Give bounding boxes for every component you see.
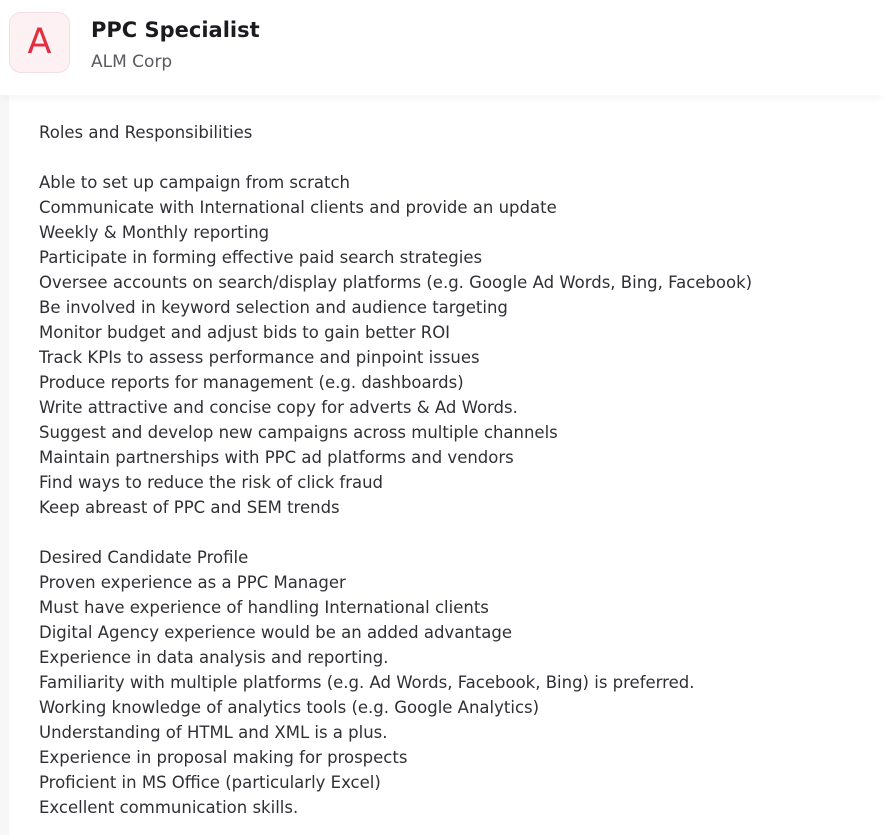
description-line: Monitor budget and adjust bids to gain better ROI [39,323,451,342]
description-line: Understanding of HTML and XML is a plus. [39,723,388,742]
description-line: Oversee accounts on search/display platforms (e.g. Google Ad Words, Bing, Facebook) [39,273,753,292]
description-line: Write attractive and concise copy for adverts & Ad Words. [39,398,518,417]
description-line: Proven experience as a PPC Manager [39,573,346,592]
company-logo [9,12,70,73]
description-line: Able to set up campaign from scratch [39,173,350,192]
description-line: Suggest and develop new campaigns across multiple channels [39,423,558,442]
job-description [39,120,869,820]
description-line: Communicate with International clients and provide an update [39,198,557,217]
description-line: Keep abreast of PPC and SEM trends [39,498,340,517]
job-description-panel [9,95,883,835]
blank-line [39,145,869,170]
description-line: Weekly & Monthly reporting [39,223,270,242]
description-line: Produce reports for management (e.g. dashboards) [39,373,464,392]
blank-line [39,520,869,545]
description-line: Maintain partnerships with PPC ad platforms and vendors [39,448,514,467]
description-line: Digital Agency experience would be an added advantage [39,623,512,642]
description-line: Familiarity with multiple platforms (e.g. Ad Words, Facebook, Bing) is preferred. [39,673,695,692]
description-line: Experience in proposal making for prospects [39,748,408,767]
description-line: Proficient in MS Office (particularly Excel) [39,773,381,792]
company-logo-letter: A [27,22,52,62]
description-line: Working knowledge of analytics tools (e.g. Google Analytics) [39,698,540,717]
description-line: Roles and Responsibilities [39,123,253,142]
description-line: Participate in forming effective paid search strategies [39,248,483,267]
job-header [0,0,883,95]
job-title: PPC Specialist [91,18,260,42]
description-line: Be involved in keyword selection and audience targeting [39,298,508,317]
company-name: ALM Corp [91,52,173,72]
description-line: Desired Candidate Profile [39,548,249,567]
description-line: Find ways to reduce the risk of click fraud [39,473,384,492]
description-line: Must have experience of handling International clients [39,598,489,617]
description-line: Experience in data analysis and reporting. [39,648,389,667]
description-line: Track KPIs to assess performance and pinpoint issues [39,348,480,367]
description-line: Excellent communication skills. [39,798,299,817]
